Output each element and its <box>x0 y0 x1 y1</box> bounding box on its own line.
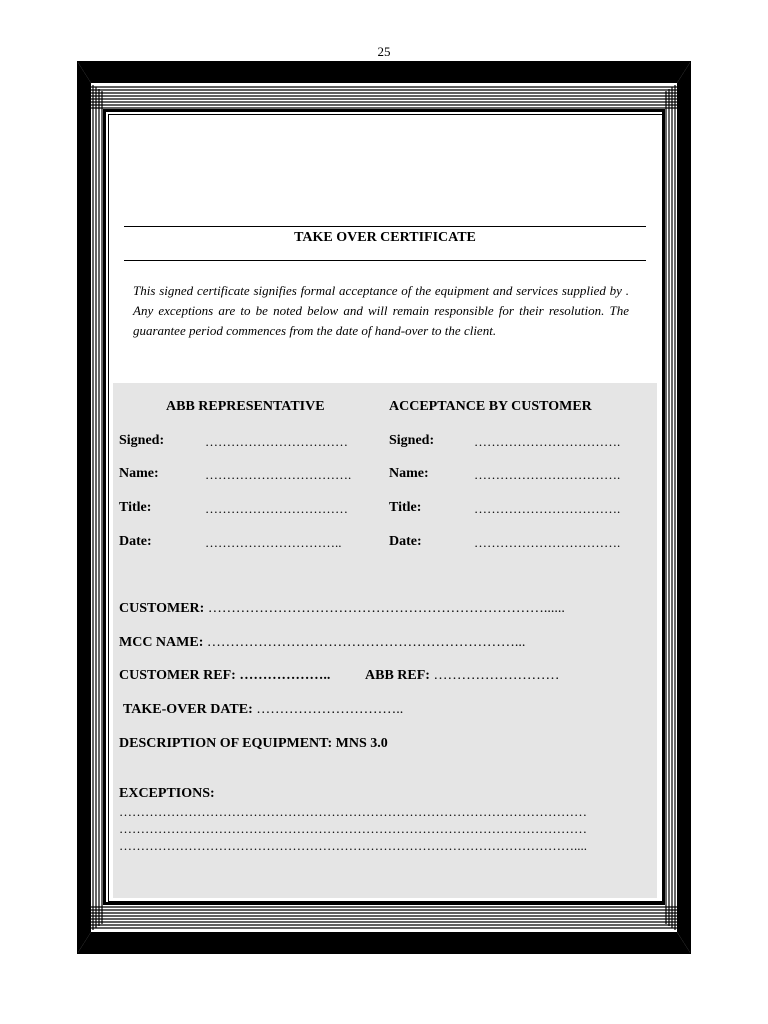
certificate-intro: This signed certificate signifies formal acceptance of the equipment and services supplied by . Any exceptions are to be noted below and will remain responsible for their resolution. The guarantee period commences from the date of hand-over to the client. <box>133 283 629 338</box>
customer-title-field[interactable]: ……………………………. <box>474 501 621 516</box>
abb-date-label: Date: <box>119 534 152 549</box>
certificate-title: TAKE OVER CERTIFICATE <box>294 230 476 245</box>
customer-ref-label: CUSTOMER REF: <box>119 668 236 683</box>
title-rule-top <box>124 226 646 227</box>
title-rule-bottom <box>124 260 646 261</box>
abb-representative-heading: ABB REPRESENTATIVE <box>166 399 325 414</box>
description-label: DESCRIPTION OF EQUIPMENT: <box>119 736 333 751</box>
abb-name-label: Name: <box>119 466 159 481</box>
customer-name-field[interactable]: ……………………………. <box>474 467 621 482</box>
exception-line[interactable]: ……………………………………………………………………………………………… <box>119 821 587 836</box>
exception-line[interactable]: …………………………………………………………………………………………….... <box>119 838 587 853</box>
abb-date-field[interactable]: ………………………….. <box>205 535 342 550</box>
customer-signed-field[interactable]: ……………………………. <box>474 434 621 449</box>
abb-signed-field[interactable]: …………………………… <box>205 434 348 449</box>
exceptions-label: EXCEPTIONS: <box>119 786 215 801</box>
mcc-name-row <box>119 635 525 651</box>
abb-ref-label: ABB REF: <box>365 668 430 683</box>
page-number: 25 <box>377 44 391 59</box>
customer-field[interactable]: ………………………………………………………………...... <box>207 601 565 616</box>
abb-name-field[interactable]: ……………………………. <box>205 467 352 482</box>
takeover-date-field[interactable]: ………………………….. <box>256 702 404 717</box>
customer-signed-label: Signed: <box>389 433 435 448</box>
customer-row <box>119 601 565 617</box>
abb-ref-field[interactable]: ……………………… <box>433 668 560 683</box>
takeover-date-row <box>123 702 403 718</box>
description-row <box>119 736 388 752</box>
customer-ref-row <box>119 668 330 684</box>
description-value: MNS 3.0 <box>335 736 388 751</box>
abb-ref-row <box>365 668 559 684</box>
takeover-date-label: TAKE-OVER DATE: <box>123 702 253 717</box>
mcc-name-field[interactable]: …………………………………………………………... <box>206 635 526 650</box>
customer-label: CUSTOMER: <box>119 601 205 616</box>
customer-date-label: Date: <box>389 534 422 549</box>
abb-signed-label: Signed: <box>119 433 165 448</box>
customer-title-label: Title: <box>389 500 422 515</box>
abb-title-field[interactable]: …………………………… <box>205 501 348 516</box>
exception-line[interactable]: ……………………………………………………………………………………………… <box>119 804 587 819</box>
customer-name-label: Name: <box>389 466 429 481</box>
abb-title-label: Title: <box>119 500 152 515</box>
mcc-name-label: MCC NAME: <box>119 635 204 650</box>
customer-acceptance-heading: ACCEPTANCE BY CUSTOMER <box>389 399 592 414</box>
customer-ref-field[interactable]: ……………….. <box>239 668 331 683</box>
customer-date-field[interactable]: ……………………………. <box>474 535 621 550</box>
